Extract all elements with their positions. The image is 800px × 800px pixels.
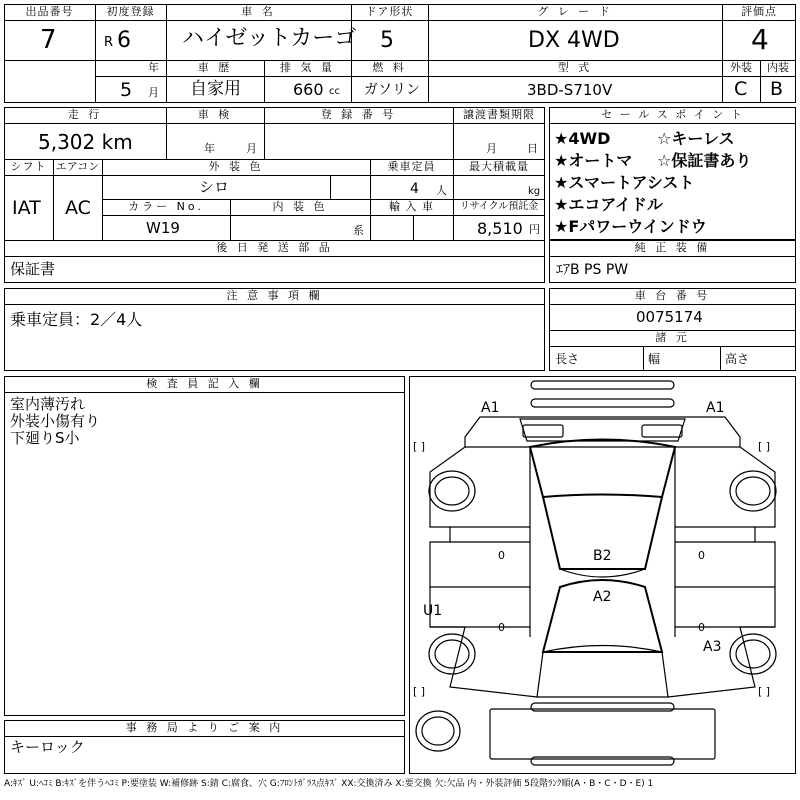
equipment-header: 純 正 装 備 [634, 241, 711, 254]
first-reg-header: 初度登録 [106, 5, 155, 18]
transfer-month-unit: 月 [486, 142, 497, 155]
dim-width-label: 幅 [648, 352, 661, 366]
capacity: 4 [410, 181, 419, 197]
car-name-header: 車 名 [241, 5, 276, 18]
door-type: 5 [380, 28, 394, 53]
damage-mark: A3 [703, 639, 722, 655]
damage-mark: A2 [593, 589, 612, 605]
inspector-note: 下廻りS小 [10, 429, 80, 447]
model-code: 3BD-S710V [527, 81, 613, 99]
sales-header: セ ー ル ス ポ イ ン ト [601, 108, 744, 121]
lot-header: 出品番号 [25, 5, 74, 18]
import-header: 輸 入 車 [389, 200, 434, 213]
capacity-unit: 人 [436, 184, 447, 197]
chassis-header: 車 台 番 号 [634, 289, 711, 302]
car-outline-diagram [410, 377, 795, 773]
inspection-year-unit: 年 [204, 142, 215, 155]
inspector-note: 外装小傷有り [10, 412, 101, 430]
dim-length-label: 長さ [555, 352, 580, 366]
first-reg-year: 6 [117, 28, 131, 53]
fuel: ガソリン [364, 82, 420, 98]
int-header: 内装 [767, 61, 789, 74]
ext-grade: C [734, 78, 748, 100]
office-header: 事 務 局 よ り ご 案 内 [125, 721, 284, 734]
transfer-header: 譲渡書類期限 [463, 108, 535, 121]
displacement-header: 排 気 量 [280, 61, 335, 74]
notes: 乗車定員：2／4人 [10, 310, 143, 329]
inspector-note: 室内薄汚れ [10, 395, 86, 413]
car-diagram [409, 376, 796, 774]
chassis-number: 0075174 [636, 308, 703, 326]
car-name: ハイゼットカーゴ [182, 26, 357, 51]
history-header: 車 歴 [197, 61, 233, 74]
int-color-suffix: 系 [353, 224, 364, 237]
history: 自家用 [190, 79, 241, 99]
mileage: 5,302 km [38, 130, 133, 154]
bracket-mark: [ ] [758, 440, 771, 453]
color-no-header: カラー No. [128, 200, 204, 213]
grade-header: グ レ ー ド [537, 5, 613, 18]
dim-height-label: 高さ [725, 352, 750, 366]
capacity-header: 乗車定員 [387, 160, 436, 173]
ext-header: 外装 [730, 61, 752, 74]
bracket-mark: [ ] [413, 685, 426, 698]
sales-point: ★4WD [554, 129, 611, 148]
legend: A:ｷｽﾞ U:ﾍｺﾐ B:ｷｽﾞを伴うﾍｺﾐ P:要塗装 W:補修跡 S:錆 C:腐食、穴 G:ﾌﾛﾝﾄｶﾞﾗｽ点ｷｽﾞ XX:交換済み X:要交換 欠:欠品 内・外装評価 5段階ﾗﾝｸ順(A・B・C・D・E) 1 [4, 779, 654, 789]
equipment: ｴｱB PS PW [556, 262, 629, 278]
sales-point: ★Fパワーウインドウ [554, 217, 707, 236]
sales-point: ★オートマ [554, 151, 633, 170]
ext-color: シロ [199, 178, 230, 196]
first-reg-month: 5 [120, 79, 133, 101]
bracket-mark: [ ] [413, 440, 426, 453]
recycle-header: リサイクル預託金 [459, 201, 539, 212]
zero-mark: 0 [698, 621, 705, 634]
load-unit: kg [528, 186, 541, 197]
inspection-month-unit: 月 [246, 142, 257, 155]
shift-header: シフト [10, 160, 47, 173]
later-parts: 保証書 [10, 260, 56, 278]
ext-color-header: 外 装 色 [208, 160, 264, 173]
sales-point: ★エコアイドル [554, 195, 663, 214]
year-unit: 年 [148, 61, 159, 74]
door-header: ドア形状 [365, 5, 414, 18]
displacement-unit: cc [329, 86, 340, 97]
notes-header: 注 意 事 項 欄 [226, 289, 323, 302]
inspection-header: 車 検 [197, 108, 233, 121]
load-header: 最大積載量 [469, 160, 529, 173]
damage-mark: A1 [481, 400, 500, 416]
damage-mark: B2 [593, 548, 612, 564]
model-header: 型 式 [557, 61, 593, 74]
int-grade: B [770, 78, 784, 100]
office-note: キーロック [10, 738, 85, 756]
color-no: W19 [146, 219, 180, 237]
reg-no-header: 登 録 番 号 [320, 108, 397, 121]
damage-mark: A1 [706, 400, 725, 416]
inspector-header: 検 査 員 記 入 欄 [146, 377, 263, 390]
shift: IAT [12, 197, 41, 219]
grade: DX 4WD [528, 28, 620, 53]
sales-point: ☆キーレス [657, 129, 735, 148]
zero-mark: 0 [498, 549, 505, 562]
era: R [104, 35, 114, 50]
score: 4 [751, 23, 769, 56]
recycle-unit: 円 [529, 223, 540, 236]
zero-mark: 0 [498, 621, 505, 634]
transfer-day-unit: 日 [527, 142, 538, 155]
dims-header: 諸 元 [655, 331, 690, 344]
month-unit: 月 [148, 86, 159, 99]
ac-header: エアコン [55, 160, 100, 173]
zero-mark: 0 [698, 549, 705, 562]
mileage-header: 走 行 [67, 108, 103, 121]
int-color-header: 内 装 色 [272, 200, 328, 213]
fuel-header: 燃 料 [372, 61, 407, 74]
lot-number: 7 [40, 25, 57, 55]
bracket-mark: [ ] [758, 685, 771, 698]
recycle-fee: 8,510 [477, 219, 523, 238]
score-header: 評価点 [741, 5, 777, 18]
damage-mark: U1 [423, 603, 443, 619]
ac: AC [65, 197, 91, 219]
sales-point: ☆保証書あり [657, 151, 752, 170]
sales-point: ★スマートアシスト [554, 173, 695, 192]
later-parts-header: 後 日 発 送 部 品 [216, 241, 333, 254]
displacement: 660 [293, 80, 324, 99]
